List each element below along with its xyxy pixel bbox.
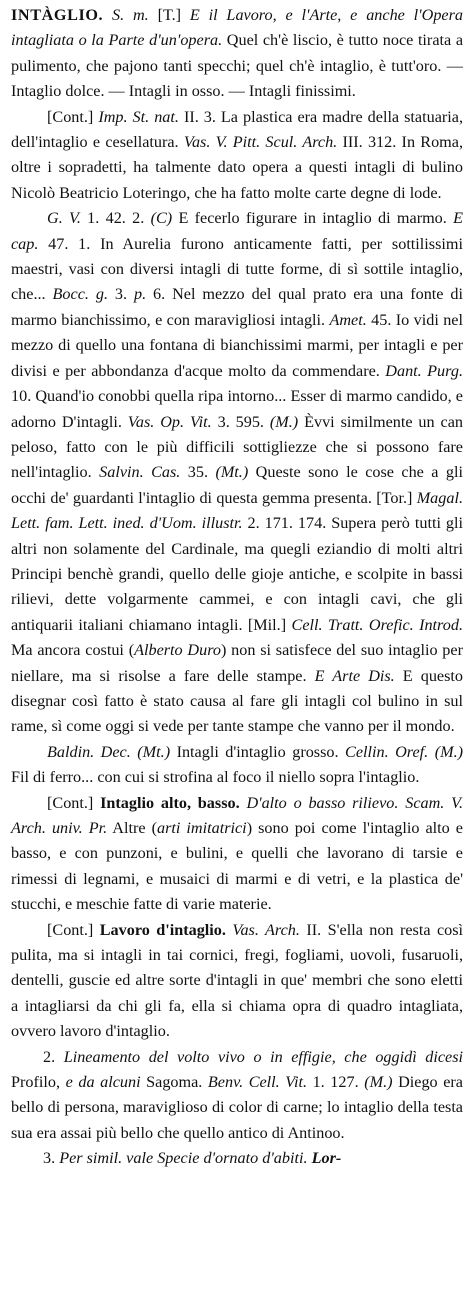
citation: arti imitatrici	[157, 819, 247, 837]
quote-text: 6. Nel mezzo del qual prato era una fonte di marmo bianchissimo, e con maravigliosi intagli.	[11, 285, 463, 329]
quote-text: 3.	[108, 285, 134, 304]
definition: e da alcuni	[65, 1073, 141, 1092]
subentry-head: Lavoro d'intaglio.	[99, 920, 226, 939]
editor-tag: [Cont.]	[47, 107, 94, 126]
quote-text: 47. 1. In Aurelia furono anticamente fatti, per sottilissimi maestri, vasi con diversi intagli di tutte forme, di sì sottile intaglio, che...	[11, 234, 463, 304]
editor-tag: [Cont.]	[47, 920, 94, 939]
quote-text: 1. 127.	[307, 1073, 365, 1092]
citation: Magal. Lett. fam. Lett. ined. d'Uom. illustr.	[11, 488, 463, 533]
quote-text: E questo disegnar così fatto è stato causa al fare gli intagli col bulino in sul rame, sì come oggi si vede per tante stampe che vanno per il mondo.	[11, 666, 464, 736]
grammar-label: S. m.	[112, 6, 149, 24]
citation: Lor-	[311, 1149, 342, 1168]
citation: Imp. St. nat.	[98, 107, 179, 126]
citation: (C)	[150, 209, 173, 228]
citation: Alberto Duro	[134, 641, 221, 660]
citation: Benv. Cell. Vit.	[207, 1073, 308, 1092]
editor-tag: [T.]	[157, 6, 182, 24]
editor-tag: [Cont.]	[47, 793, 94, 812]
quote-text: Profilo,	[11, 1073, 66, 1092]
subentry-head: Intaglio alto, basso.	[100, 793, 240, 812]
quote-text: Èvvi similmente un can peloso, fatto con le più difficili sottigliezze che si possono fare nell'intaglio.	[11, 412, 463, 482]
paragraph-sense-3	[11, 1146, 463, 1171]
headword: INTÀGLIO.	[11, 6, 104, 24]
paragraph-baldin	[11, 740, 463, 791]
quote-text: II. S'ella non resta così pulita, ma si intagli in tai cornici, fregi, fogliami, uovoli, fusaruoli, dentelli, guscie ed altre sorte d'intagli in que' membri che sono eletti a intagliarsi da chi gli fa, ella si chiama opra di quadro intagliata, ovvero lavoro d'intaglio.	[11, 920, 464, 1041]
paragraph-plastica	[11, 105, 463, 207]
citation: D'alto o basso rilievo. Scam. V. Arch. univ. Pr.	[11, 793, 463, 837]
quote-text: Altre (	[107, 819, 157, 837]
citation: Salvin. Cas.	[99, 463, 181, 482]
sense-number: 3.	[43, 1149, 56, 1168]
definition: Lineamento del volto vivo o in effigie, che oggidì dicesi	[63, 1047, 464, 1066]
citation: Cellin. Oref.	[345, 742, 429, 761]
entry-paragraph-intaglio	[11, 3, 463, 105]
citation: Cell. Tratt. Orefic. Introd.	[291, 615, 463, 634]
quote-text: 10. Quand'io conobbi quella ripa intorno... Esser di marmo candido, e adorno D'intagli.	[11, 387, 463, 431]
definition: Per simil. vale Specie d'ornato d'abiti.	[59, 1149, 308, 1168]
citation: (Mt.)	[137, 742, 171, 761]
quote-text: 3. 595.	[211, 412, 270, 431]
quote-text: Fil di ferro... con cui si strofina al foco il niello sopra l'intaglio.	[11, 768, 420, 787]
definition: E il Lavoro, e l'Arte, e anche l'Opera intagliata o la Parte d'un'opera.	[11, 6, 463, 50]
quote-text: III. 312. In Roma, oltre i sopradetti, ha talmente dato opera a questi intagli di bulino Nicolò Beatricio Loteringo, che ha fatto molte carte degne di lode.	[11, 133, 464, 202]
paragraph-sense-2	[11, 1045, 463, 1147]
citation: G. V.	[47, 209, 81, 228]
quote-text: Sagoma.	[140, 1073, 208, 1092]
quote-text: 2. 171. 174. Supera però tutti gli altri non solamente del Cardinale, ma quegli eziandio di molti altri Principi benchè grandi, quello delle gioje antiche, e scolpite in bassi rilievi, dette volgarmente cammei, e con intagli cavi, che gli antiquarii italiani chiamano intagli. [Mil.]	[11, 514, 463, 634]
quote-text: 1. 42. 2.	[80, 209, 151, 228]
paragraph-intaglio-alto	[11, 791, 463, 918]
quote-text: Queste sono le cose che a gli occhi de' guardanti l'intaglio di questa gemma presenta. [Tor.]	[11, 463, 464, 507]
citation: E cap.	[11, 209, 464, 253]
quote-text: ) sono poi come l'intaglio alto e basso, e con punzoni, e bulini, e quelli che lavorano di tarsie e rimessi di legnami, e musaici di marmi e di vetri, e la plastica de' stucchi, e meschie fatte di varie materie.	[11, 819, 463, 914]
citation: p.	[133, 285, 147, 304]
citation: Vas. Op. Vit.	[127, 412, 212, 431]
quote-text: Ma ancora costui (	[11, 641, 135, 660]
citation: (M.)	[364, 1073, 393, 1092]
citation: (Mt.)	[215, 463, 249, 482]
citation: (M.)	[434, 742, 464, 761]
citation: E Arte Dis.	[314, 666, 395, 685]
citation: Baldin. Dec.	[47, 742, 131, 761]
paragraph-citations-main	[11, 206, 463, 740]
citation: Vas. V. Pitt. Scul. Arch.	[183, 133, 338, 152]
quote-text: Diego era bello di persona, maraviglioso di color di carne; lo intaglio della testa sua era assai più bello che quello antico di Antinoo.	[11, 1073, 463, 1142]
citation: Dant. Purg.	[385, 361, 463, 380]
quote-text: E fecerlo figurare in intaglio di marmo.	[172, 209, 454, 228]
quote-text: Intagli d'intaglio grosso.	[170, 742, 346, 761]
quote-text: ) non si satisfece del suo intaglio per niellare, ma si risolse a fare delle stampe.	[11, 641, 463, 685]
quote-text: II. 3. La plastica era madre della statuaria, dell'intaglio e cesellatura.	[11, 107, 464, 152]
citation: Amet.	[329, 310, 367, 329]
quote-text: 35.	[180, 463, 216, 482]
quote-text: 45. Io vidi nel mezzo di quello una fontana di bianchissimi marmi, per intagli e per divisi e per abbondanza d'acque molto da commendare.	[11, 310, 463, 380]
citation: Vas. Arch.	[232, 920, 300, 939]
citation: (M.)	[269, 412, 299, 431]
example-text: Quel ch'è liscio, è tutto noce tirata a pulimento, che pajono tanti specchi; quel ch'è intaglio, è tutt'oro. — Intaglio dolce. — Intagli in osso. — Intagli finissimi.	[11, 31, 464, 101]
sense-number: 2.	[43, 1047, 56, 1066]
citation: Bocc. g.	[52, 285, 108, 304]
paragraph-lavoro	[11, 918, 463, 1045]
